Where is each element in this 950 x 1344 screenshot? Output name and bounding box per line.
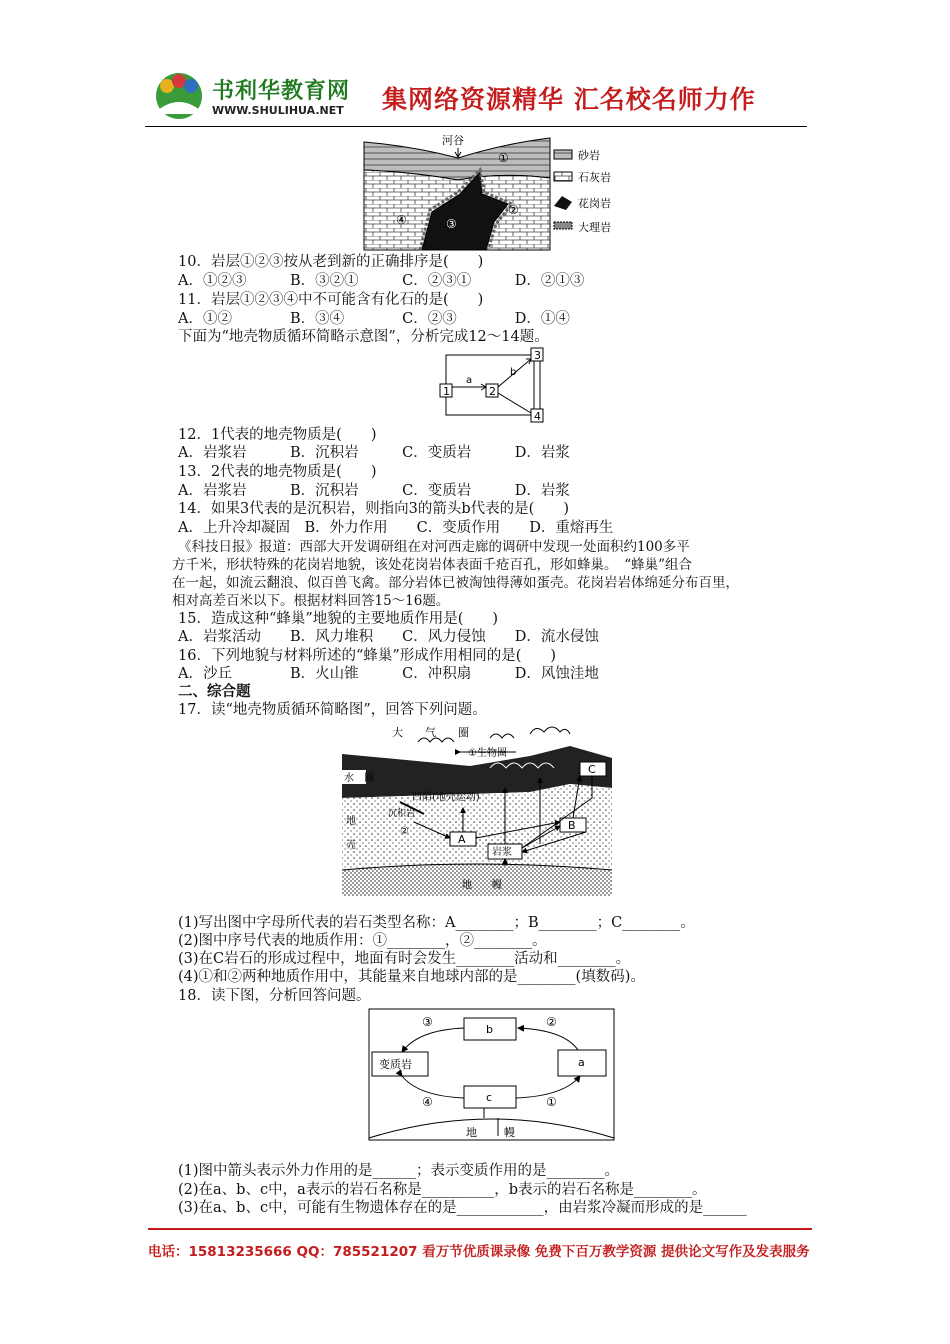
q18-sub-2: (2)在a、b、c中，a表示的岩石名称是__________，b表示的岩石名称是________。 (178, 1182, 707, 1198)
q14-options: A．上升冷却凝固 B．外力作用 C．变质作用 D．重熔再生 (178, 520, 614, 536)
arrow-4-label: ④ (422, 1095, 433, 1109)
layer-2-label: ② (508, 203, 519, 217)
passage-line-3: 在一起，如流云翻浪、似百兽飞禽。部分岩体已被淘蚀得薄如蛋壳。花岗岩岩体绵延分布百里， (172, 575, 739, 591)
rock-layer-figure (362, 132, 630, 252)
q16-options: A．沙丘 B．火山锥 C．冲积扇 D．风蚀洼地 (178, 666, 599, 682)
passage-line-2: 方千米，形状特殊的花岗岩地貌，该处花岗岩体表面千疮百孔，形如蜂巢。 “蜂巢”组合 (172, 557, 693, 573)
slogan: 集网络资源精华 汇名校名师力作 (382, 85, 756, 114)
footer-contact: 电话：15813235666 QQ：785521207 看万节优质课录像 免费下百万教学资源 提供论文写作及发表服务 (148, 1244, 810, 1260)
box-c-label: c (486, 1091, 493, 1104)
q16-stem: 16．下列地貌与材料所述的“蜂巢”形成作用相同的是( ) (178, 648, 557, 664)
crust-label-2: 壳 (346, 840, 356, 851)
q11-stem: 11．岩层①②③④中不可能含有化石的是( ) (178, 292, 484, 308)
arrow-3-label: ③ (422, 1015, 433, 1029)
crust-label-1: 地 (346, 816, 356, 827)
hydrosphere-label: 水 圈 (344, 773, 374, 784)
q17-stem: 17．读“地壳物质循环简略图”，回答下列问题。 (178, 702, 487, 718)
layer-3-label: ③ (446, 217, 457, 231)
intro-12-14: 下面为“地壳物质循环简略示意图”，分析完成12～14题。 (178, 329, 549, 345)
q12-options: A．岩浆岩 B．沉积岩 C．变质岩 D．岩浆 (178, 445, 570, 461)
header-divider (145, 126, 807, 127)
layer-1-label: ① (498, 151, 509, 165)
box-metamorphic-label: 变质岩 (379, 1058, 412, 1071)
site-header (150, 68, 810, 126)
legend-granite: 花岗岩 (578, 197, 611, 210)
q10-stem: 10．岩层①②③按从老到新的正确排序是( ) (178, 254, 484, 270)
arrow-2-label: ② (546, 1015, 557, 1029)
legend-marble: 大理岩 (578, 221, 611, 234)
sink-label: 凹陷(地壳运动) (412, 792, 480, 803)
box-a-label: a (578, 1056, 585, 1069)
mantle-label: 地 幔 (462, 880, 502, 891)
q11-options: A．①② B．③④ C．②③ D．①④ (178, 311, 570, 327)
brand-name: 书利华教育网 (212, 79, 351, 104)
rock-A-label: A (458, 833, 466, 846)
box-b-label: b (486, 1023, 493, 1036)
rock-B-label: B (568, 819, 576, 832)
section-2-title: 二、综合题 (178, 684, 251, 700)
box-2-label: 2 (489, 385, 496, 398)
q15-options: A．岩浆活动 B．风力堆积 C．风力侵蚀 D．流水侵蚀 (178, 629, 599, 645)
footer-divider (148, 1228, 812, 1230)
q12-stem: 12．1代表的地壳物质是( ) (178, 427, 377, 443)
q17-sub-2: (2)图中序号代表的地质作用：①________，②________。 (178, 933, 547, 949)
q17-sub-1: (1)写出图中字母所代表的岩石类型名称：A________；B________；C________。 (178, 915, 695, 931)
arrow-1-label: ① (546, 1095, 557, 1109)
rock-cycle-crosssection (340, 718, 612, 896)
rock-type-cycle-figure (368, 1008, 616, 1142)
passage-line-4: 相对高差百米以下。根据材料回答15～16题。 (172, 593, 450, 609)
q10-options: A．①②③ B．③②① C．②③① D．②①③ (178, 273, 585, 289)
q13-stem: 13．2代表的地壳物质是( ) (178, 464, 377, 480)
logo-icon (150, 68, 208, 120)
brand-url[interactable]: WWW.SHULIHUA.NET (212, 104, 344, 117)
arrow-a-label: a (466, 375, 473, 386)
legend-sandstone: 砂岩 (578, 149, 600, 162)
q18-stem: 18．读下图，分析回答问题。 (178, 988, 371, 1004)
crust-cycle-figure (434, 345, 548, 425)
box-4-label: 4 (534, 410, 541, 423)
q17-sub-3: (3)在C岩石的形成过程中，地面有时会发生________活动和________。 (178, 951, 631, 967)
box-3-label: 3 (534, 349, 541, 362)
biosphere-label: ①生物圈 (468, 748, 507, 759)
valley-label: 河谷 (442, 134, 464, 147)
magma-label: 岩浆 (492, 847, 512, 858)
process-2-label: ② (400, 826, 409, 837)
q14-stem: 14．如果3代表的是沉积岩，则指向3的箭头b代表的是( ) (178, 501, 569, 517)
legend-limestone: 石灰岩 (578, 171, 611, 184)
q13-options: A．岩浆岩 B．沉积岩 C．变质岩 D．岩浆 (178, 483, 570, 499)
passage-line-1: 《科技日报》报道：西部大开发调研组在对河西走廊的调研中发现一处面积约100多平 (178, 539, 690, 555)
q18-sub-3: (3)在a、b、c中，可能有生物遗体存在的是____________，由岩浆冷凝而形成的是______ (178, 1200, 747, 1216)
sedimentary-label: 沉积岩 (388, 809, 416, 819)
mantle-label-1: 地 (466, 1126, 477, 1139)
rock-C-label: C (588, 763, 596, 776)
layer-4-label: ④ (396, 213, 407, 227)
box-1-label: 1 (443, 385, 450, 398)
mantle-label-2: 幔 (504, 1126, 515, 1139)
q17-sub-4: (4)①和②两种地质作用中，其能量来自地球内部的是________(填数码)。 (178, 969, 645, 985)
atmosphere-label: 大 气 圈 (392, 726, 469, 739)
q15-stem: 15．造成这种“蜂巢”地貌的主要地质作用是( ) (178, 611, 499, 627)
q18-sub-1: (1)图中箭头表示外力作用的是______；表示变质作用的是________。 (178, 1163, 620, 1179)
arrow-b-label: b (510, 367, 517, 378)
